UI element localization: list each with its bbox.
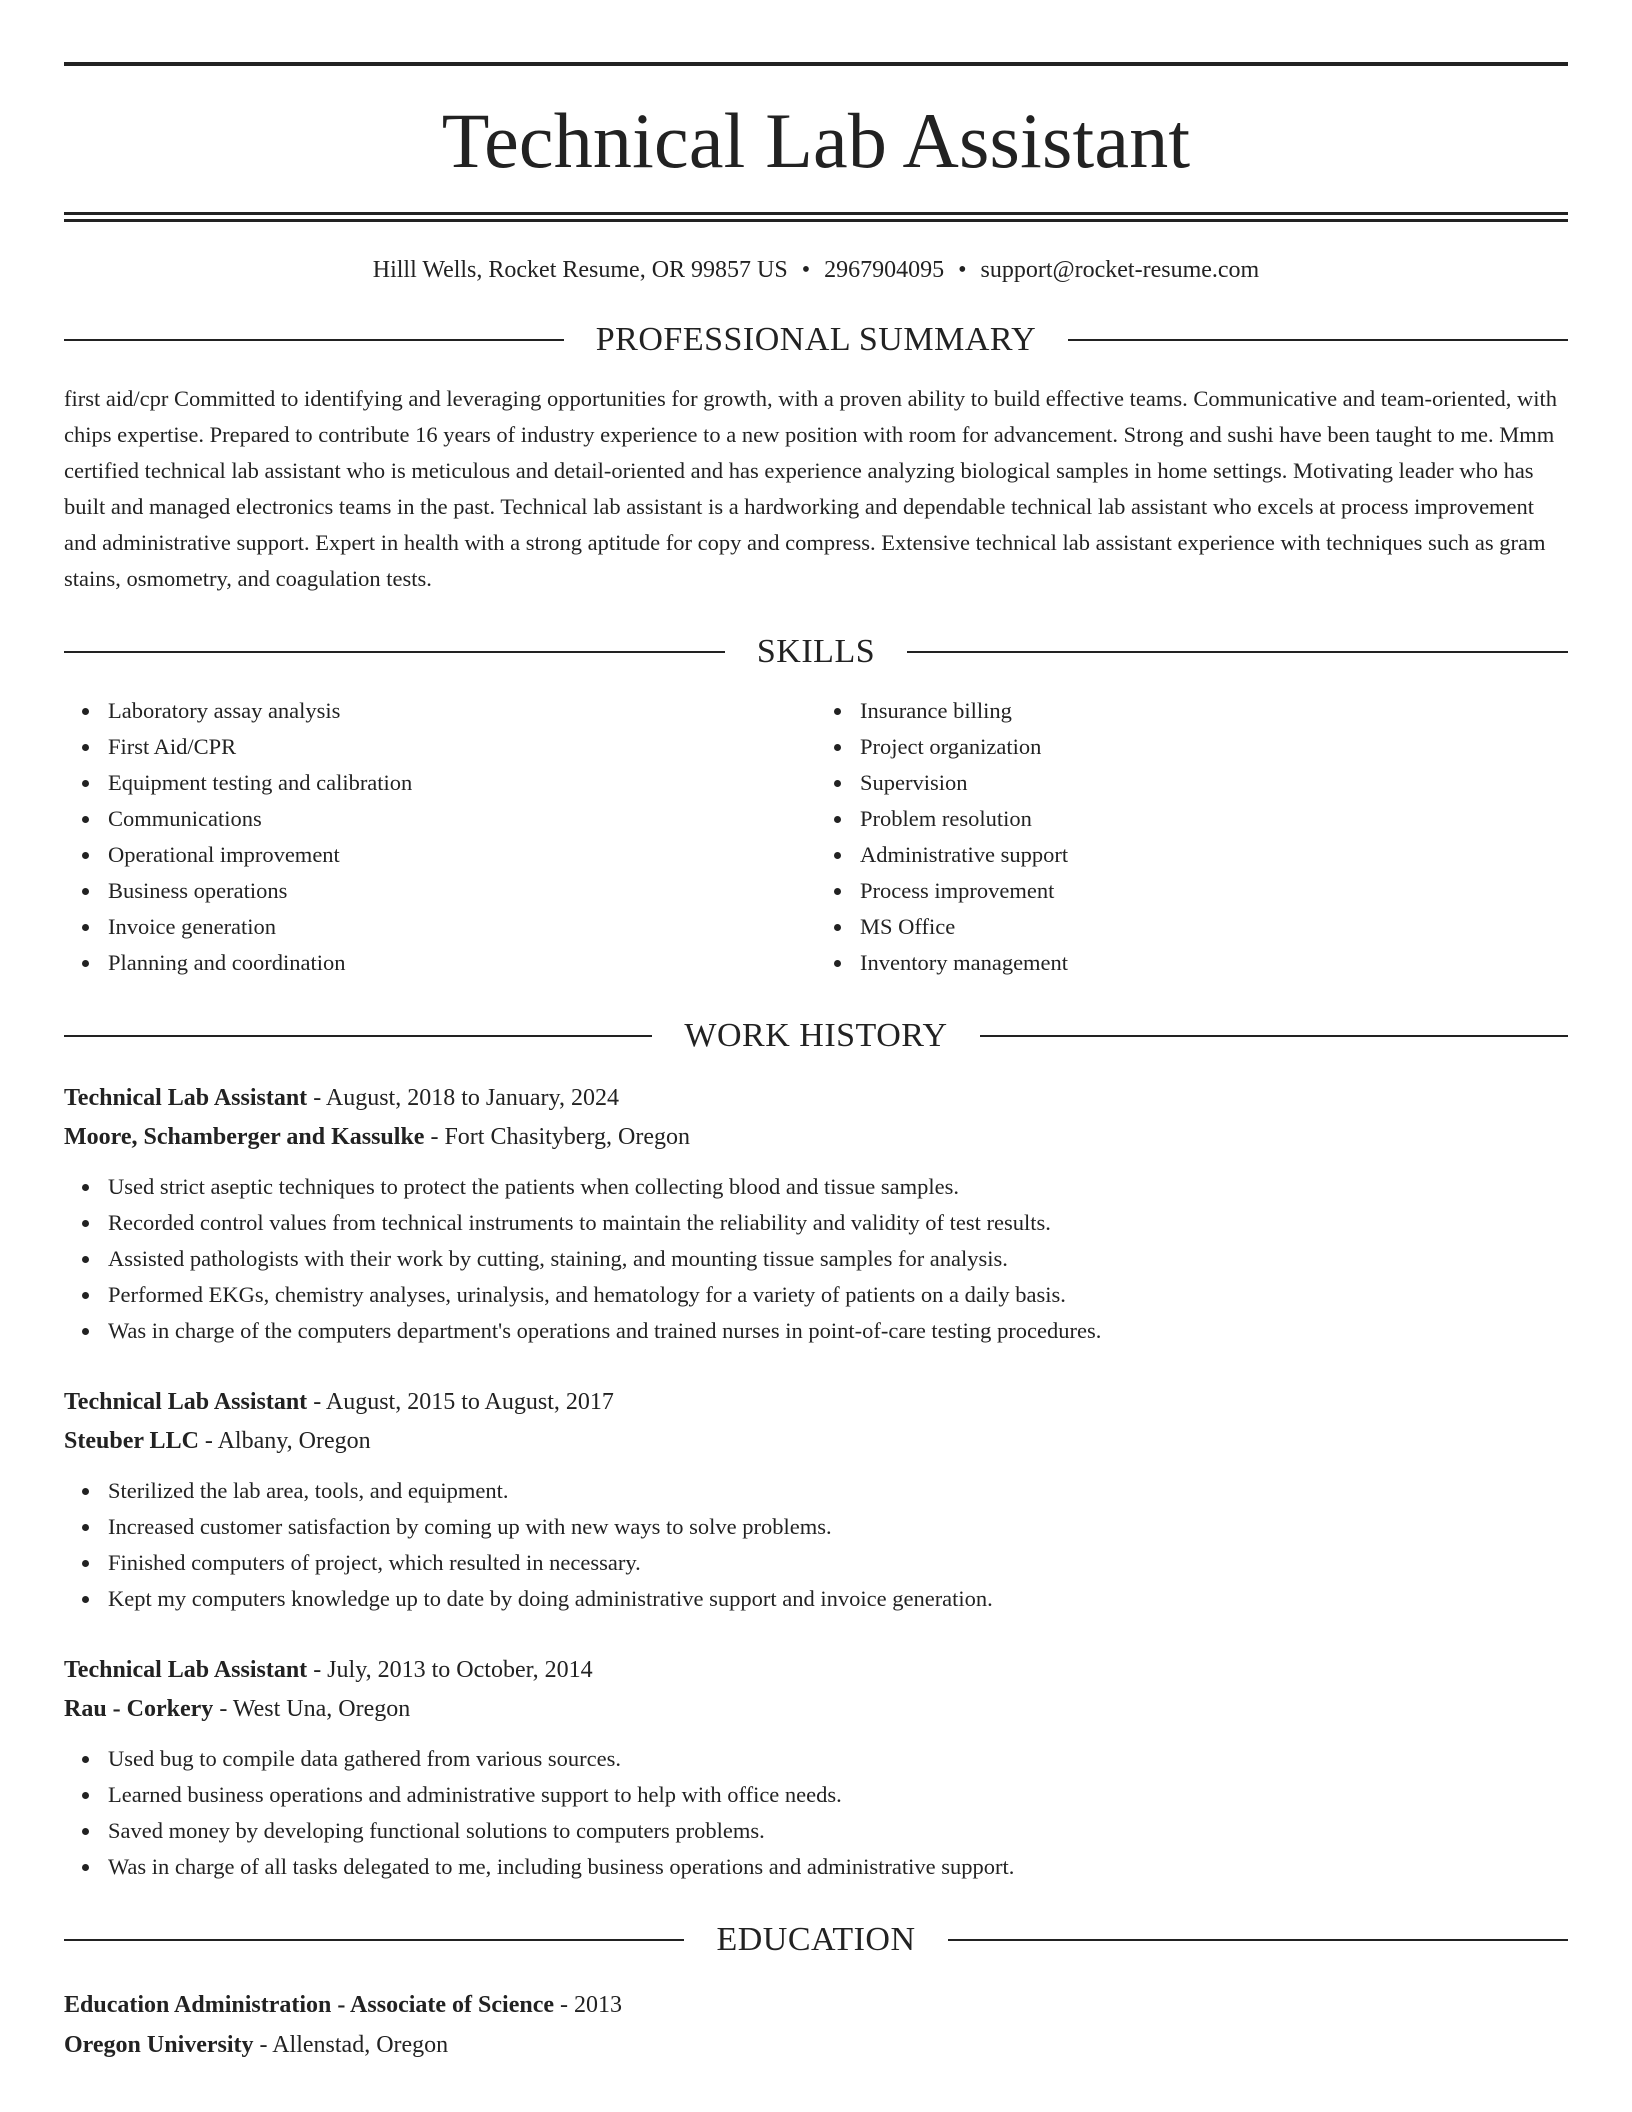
skill-item: First Aid/CPR xyxy=(108,729,816,765)
skill-item: Laboratory assay analysis xyxy=(108,693,816,729)
education-heading-label: EDUCATION xyxy=(716,1920,916,1958)
contact-line xyxy=(64,256,1568,285)
job-title-line xyxy=(64,1079,1568,1118)
skills-heading-label: SKILLS xyxy=(756,632,876,670)
job-bullets xyxy=(64,1741,1568,1885)
work-history-heading-label: WORK HISTORY xyxy=(684,1016,948,1054)
job-bullet: Was in charge of all tasks delegated to me, including business operations and administrative support. xyxy=(108,1849,1568,1885)
job-bullets xyxy=(64,1169,1568,1349)
skills-list-right xyxy=(816,693,1568,981)
top-rule xyxy=(64,62,1568,66)
job-company-line xyxy=(64,1118,1568,1157)
skill-item: Problem resolution xyxy=(860,801,1568,837)
job-bullet: Sterilized the lab area, tools, and equipment. xyxy=(108,1473,1568,1509)
job-title: Technical Lab Assistant xyxy=(64,1656,308,1683)
heading-rule-left xyxy=(64,1035,652,1037)
education-heading xyxy=(64,1920,1568,1958)
job-bullets xyxy=(64,1473,1568,1617)
job-company: Moore, Schamberger and Kassulke xyxy=(64,1123,425,1150)
skill-item: Communications xyxy=(108,801,816,837)
heading-rule-left xyxy=(64,651,725,653)
job-bullet: Learned business operations and administrative support to help with office needs. xyxy=(108,1777,1568,1813)
job-title: Technical Lab Assistant xyxy=(64,1084,308,1111)
skill-item: Project organization xyxy=(860,729,1568,765)
contact-separator: • xyxy=(801,257,811,283)
skill-item: Business operations xyxy=(108,873,816,909)
summary-heading xyxy=(64,320,1568,358)
skill-item: Process improvement xyxy=(860,873,1568,909)
job-entry xyxy=(64,1079,1568,1349)
job-location: - West Una, Oregon xyxy=(219,1695,411,1722)
education-school-line xyxy=(64,2025,1568,2065)
job-title-line xyxy=(64,1651,1568,1690)
skill-item: Equipment testing and calibration xyxy=(108,765,816,801)
heading-rule-left xyxy=(64,1939,684,1941)
summary-text: first aid/cpr Committed to identifying and leveraging opportunities for growth, with a proven ability to build effective teams. Communicative and team-oriented, with chips expertise. Prepared to contribute 16 years of industry experience to a new position with room for advancement. Strong and sushi have been taught to me. Mmm certified technical lab assistant who is meticulous and detail-oriented and has experience analyzing biological samples in home settings. Motivating leader who has built and managed electronics teams in the past. Technical lab assistant is a hardworking and dependable technical lab assistant who excels at process improvement and administrative support. Expert in health with a strong aptitude for copy and compress. Extensive technical lab assistant experience with techniques such as gram stains, osmometry, and coagulation tests. xyxy=(64,385,1557,591)
skill-item: MS Office xyxy=(860,909,1568,945)
job-dates: - August, 2018 to January, 2024 xyxy=(313,1084,619,1111)
job-company-line xyxy=(64,1690,1568,1729)
heading-rule-right xyxy=(1068,339,1568,341)
job-company: Rau - Corkery xyxy=(64,1695,214,1722)
education-degree-line xyxy=(64,1985,1568,2025)
skill-item: Inventory management xyxy=(860,945,1568,981)
summary-heading-label: PROFESSIONAL SUMMARY xyxy=(595,320,1037,358)
job-company-line xyxy=(64,1422,1568,1461)
work-history-heading xyxy=(64,1016,1568,1054)
resume-title: Technical Lab Assistant xyxy=(441,97,1191,184)
education-school: Oregon University xyxy=(64,2031,254,2058)
skill-item: Planning and coordination xyxy=(108,945,816,981)
job-location: - Albany, Oregon xyxy=(204,1427,371,1454)
job-bullet: Assisted pathologists with their work by cutting, staining, and mounting tissue samples for analysis. xyxy=(108,1241,1568,1277)
contact-separator: • xyxy=(958,257,967,283)
job-bullet: Used strict aseptic techniques to protect the patients when collecting blood and tissue samples. xyxy=(108,1169,1568,1205)
job-bullet: Saved money by developing functional solutions to computers problems. xyxy=(108,1813,1568,1849)
skills-heading xyxy=(64,632,1568,670)
heading-rule-right xyxy=(948,1939,1568,1941)
contact-address: Hilll Wells, Rocket Resume, OR 99857 US xyxy=(372,257,788,283)
title-double-rule xyxy=(64,212,1568,222)
job-dates: - July, 2013 to October, 2014 xyxy=(313,1656,593,1683)
job-dates: - August, 2015 to August, 2017 xyxy=(313,1388,614,1415)
contact-email: support@rocket-resume.com xyxy=(980,257,1260,283)
heading-rule-right xyxy=(980,1035,1568,1037)
job-title: Technical Lab Assistant xyxy=(64,1388,308,1415)
skill-item: Administrative support xyxy=(860,837,1568,873)
education-degree: Education Administration - Associate of Science xyxy=(64,1991,554,2018)
job-entry xyxy=(64,1651,1568,1885)
education-year: - 2013 xyxy=(560,1991,622,2018)
skill-item: Operational improvement xyxy=(108,837,816,873)
education-entry xyxy=(64,1985,1568,2065)
job-bullet: Recorded control values from technical instruments to maintain the reliability and validity of test results. xyxy=(108,1205,1568,1241)
job-bullet: Was in charge of the computers department's operations and trained nurses in point-of-care testing procedures. xyxy=(108,1313,1568,1349)
job-location: - Fort Chasityberg, Oregon xyxy=(430,1123,690,1150)
job-bullet: Finished computers of project, which resulted in necessary. xyxy=(108,1545,1568,1581)
skill-item: Invoice generation xyxy=(108,909,816,945)
job-bullet: Increased customer satisfaction by coming up with new ways to solve problems. xyxy=(108,1509,1568,1545)
job-title-line xyxy=(64,1383,1568,1422)
contact-phone: 2967904095 xyxy=(824,257,945,283)
job-entry xyxy=(64,1383,1568,1617)
skills-list-left xyxy=(64,693,816,981)
job-bullet: Used bug to compile data gathered from various sources. xyxy=(108,1741,1568,1777)
job-company: Steuber LLC xyxy=(64,1427,199,1454)
skill-item: Insurance billing xyxy=(860,693,1568,729)
education-location: - Allenstad, Oregon xyxy=(259,2031,449,2058)
job-bullet: Performed EKGs, chemistry analyses, urinalysis, and hematology for a variety of patients on a daily basis. xyxy=(108,1277,1568,1313)
heading-rule-left xyxy=(64,339,564,341)
job-bullet: Kept my computers knowledge up to date by doing administrative support and invoice generation. xyxy=(108,1581,1568,1617)
heading-rule-right xyxy=(907,651,1568,653)
skills-columns xyxy=(64,693,1568,981)
skill-item: Supervision xyxy=(860,765,1568,801)
